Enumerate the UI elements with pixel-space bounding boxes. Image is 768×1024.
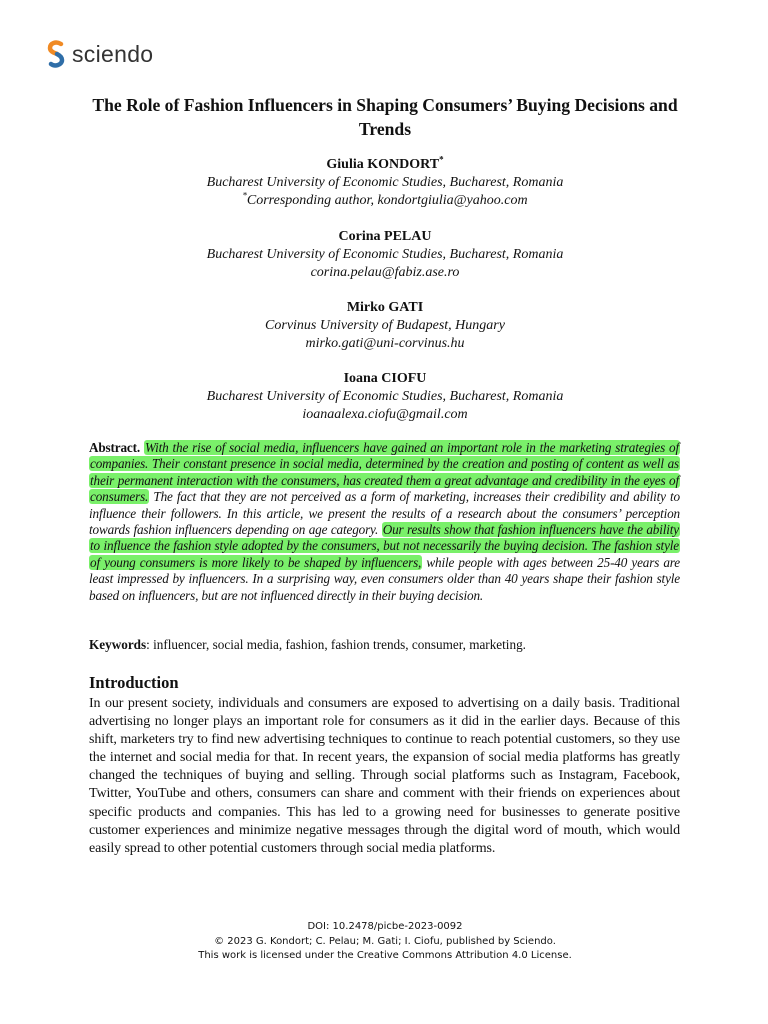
author-name: Mirko GATI — [346, 300, 424, 315]
corresponding-marker: * — [242, 190, 247, 201]
author-affiliation: Bucharest University of Economic Studies, Bucharest, Romania — [206, 247, 564, 262]
abstract-highlight-2: Our results show that fashion influencers have the ability to influence the fashion style adopted by the consumers, but not necessarily the buying decision. The fashion style of young consumers is more likely to be shaped by influencers, — [90, 522, 679, 570]
author-block-3 — [90, 299, 680, 353]
paper-title: The Role of Fashion Influencers in Shaping Consumers’ Buying Decisions and Trends — [92, 95, 678, 139]
author-name: Giulia KONDORT — [326, 157, 440, 172]
author-block-1 — [90, 156, 680, 210]
footer-copyright: © 2023 G. Kondort; C. Pelau; M. Gati; I. Ciofu, published by Sciendo. — [214, 935, 556, 947]
author-contact: *Corresponding author, kondortgiulia@yahoo.com — [242, 190, 528, 208]
author-block-4 — [90, 370, 680, 424]
keywords-text: : influencer, social media, fashion, fashion trends, consumer, marketing. — [146, 637, 526, 652]
page-footer — [90, 920, 680, 964]
author-affiliation: Corvinus University of Budapest, Hungary — [265, 318, 505, 333]
footer-license: This work is licensed under the Creative Commons Attribution 4.0 License. — [198, 950, 572, 961]
author-name: Corina PELAU — [338, 229, 432, 244]
author-contact: ioanaalexa.ciofu@gmail.com — [302, 407, 468, 422]
author-affiliation: Bucharest University of Economic Studies, Bucharest, Romania — [206, 175, 564, 190]
abstract-highlight-1: With the rise of social media, influencers have gained an important role in the marketing strategies of companies. Their constant presence in social media, determined by the creation and posting of content as well as their permanent interaction with the consumers, has created them a great advantage and credibility in the eyes of consumers. — [90, 440, 679, 505]
abstract — [89, 440, 680, 604]
abstract-label: Abstract. — [89, 440, 141, 455]
sciendo-logo-icon — [46, 40, 66, 68]
author-contact: corina.pelau@fabiz.ase.ro — [310, 265, 460, 280]
abstract-text-2: The fact that they are not perceived as a form of marketing, increases their credibility and ability to influence their followers. In this article, we present the results of a research about the consumers’ perception towards fashion influencers depending on age category. — [89, 489, 680, 538]
section-heading-introduction: Introduction — [89, 673, 179, 692]
author-marker: * — [439, 154, 444, 165]
introduction-paragraph: In our present society, individuals and consumers are exposed to advertising on a daily basis. Traditional advertising no longer plays an important role for consumers as it did in the earlier days. Because of this shift, marketers try to find new advertising techniques to continue to reach potential customers, so they use the internet and social media for that. In recent years, the expansion of social media platforms has greatly changed the techniques of buying and selling. Through social platforms such as Instagram, Facebook, Twitter, YouTube and others, consumers can share and comment with their friends on experiences about specific products and companies. This has led to a growing need for businesses to generate positive customer experiences and minimize negative messages through the digital word of mouth, which would easily spread to other potential customers through social media platforms. — [89, 696, 680, 856]
author-block-2 — [90, 228, 680, 282]
keywords — [89, 636, 680, 653]
sciendo-logo — [46, 40, 153, 68]
footer-doi: DOI: 10.2478/picbe-2023-0092 — [307, 921, 463, 932]
author-name: Ioana CIOFU — [343, 371, 427, 386]
author-affiliation: Bucharest University of Economic Studies, Bucharest, Romania — [206, 389, 564, 404]
keywords-label: Keywords — [89, 637, 147, 652]
author-contact: mirko.gati@uni-corvinus.hu — [305, 336, 465, 351]
abstract-text-4: while people with ages between 25-40 years are least impressed by influencers. In a surprising way, even consumers older than 40 years shape their fashion style based on influencers, but are not influenced directly in their buying decision. — [89, 554, 680, 603]
logo-text: sciendo — [72, 40, 154, 67]
